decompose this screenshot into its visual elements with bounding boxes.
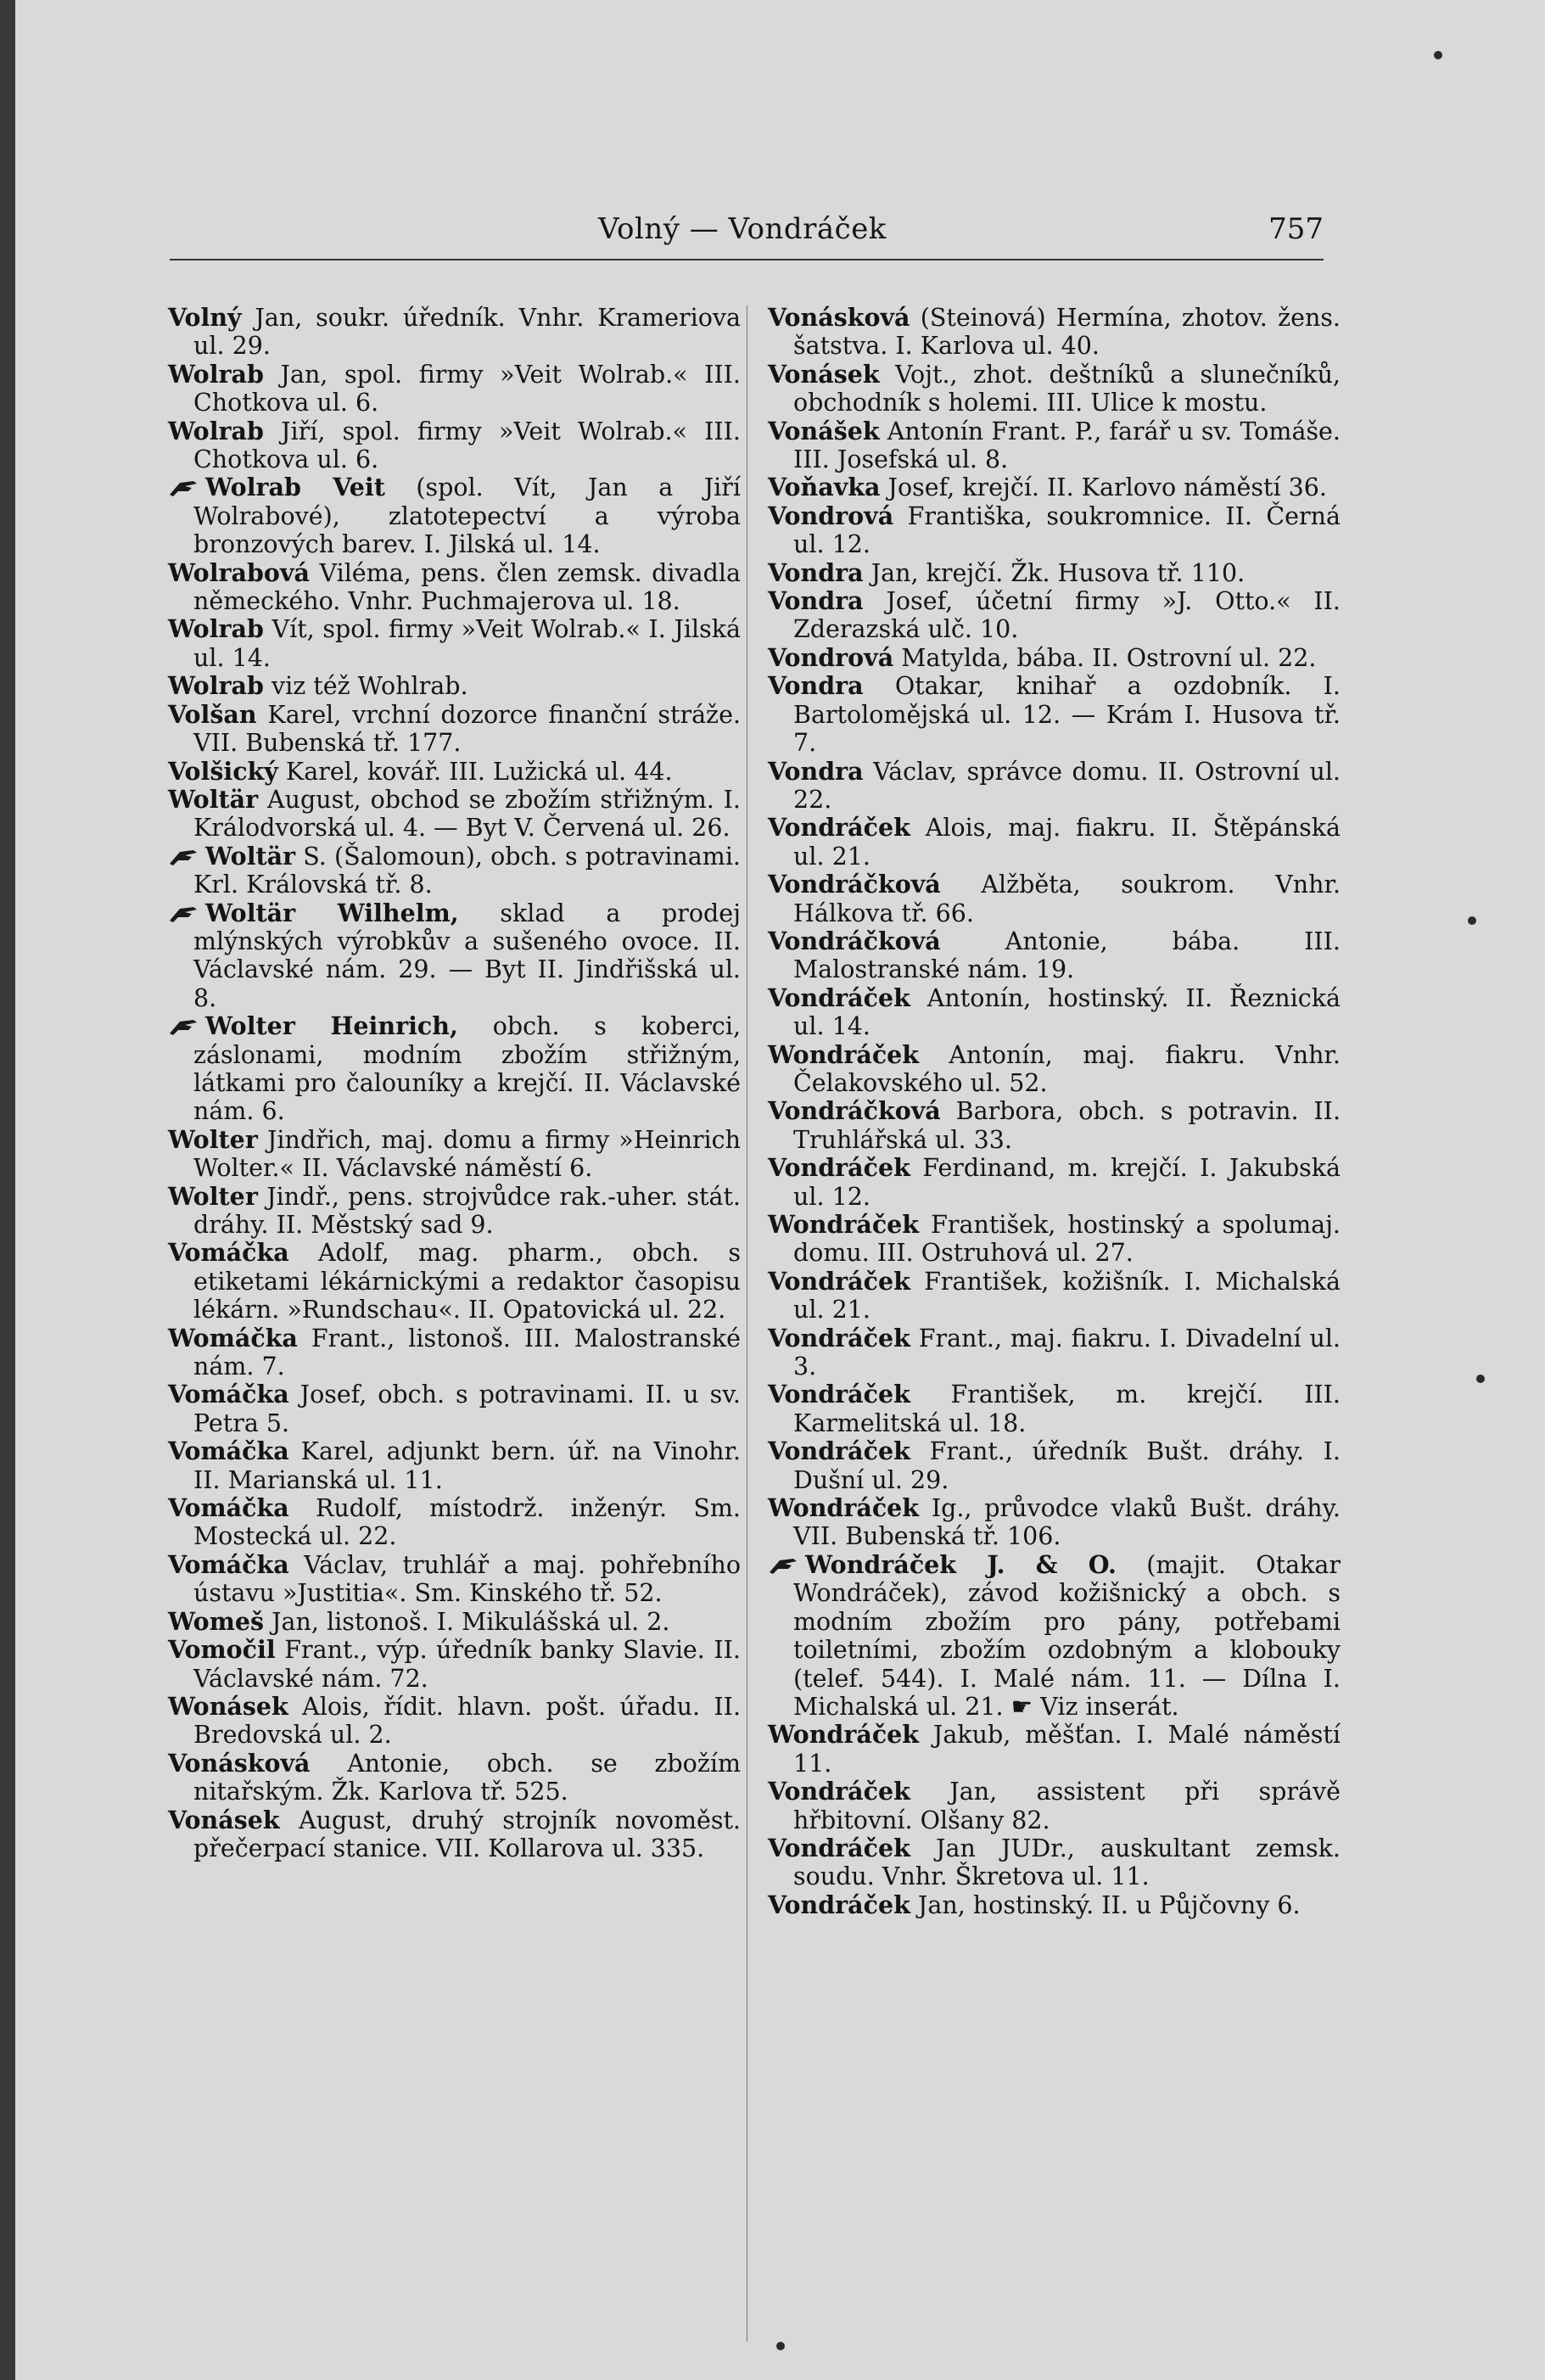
entry-surname: Vondra (768, 557, 864, 587)
pointing-hand-icon (168, 847, 200, 867)
entry-details: Karel, adjunkt bern. úř. na Vinohr. II. Marianská ul. 11. (193, 1437, 741, 1494)
entry-surname: Volný (168, 303, 242, 332)
print-speck (1468, 916, 1476, 925)
entry-details: Adolf, mag. pharm., obch. s etiketami lékárnickými a redaktor časopisu lékárn. »Rundschau«. II. Opatovická ul. 22. (193, 1239, 741, 1324)
entry-surname: Wolter Heinrich, (205, 1011, 458, 1041)
page-header (161, 212, 1324, 263)
directory-entry (768, 813, 1341, 871)
entry-surname: Vondra (768, 586, 864, 616)
directory-entry (168, 699, 741, 758)
entry-surname: Womáčka (168, 1323, 298, 1352)
directory-entry (768, 1890, 1341, 1919)
directory-entry (168, 1606, 741, 1636)
entry-details: Josef, krejčí. II. Karlovo náměstí 36. (880, 473, 1327, 502)
entry-surname: Wondráček (768, 1493, 920, 1523)
entry-details: Alois, maj. fiakru. II. Štěpánská ul. 21. (793, 814, 1341, 871)
entry-details: (majit. Otakar Wondráček), závod kožišnický a obch. s modním zbožím pro pány, potřebami toiletními, zbožím ozdobným a klobouky (telef. 544). I. Malé nám. 11. — Dílna I. Michalská ul. 21. ☛ Viz inserát. (793, 1550, 1341, 1721)
directory-entry (768, 586, 1341, 644)
entry-surname: Vondráček (768, 813, 910, 843)
entry-details: viz též Wohlrab. (263, 672, 468, 701)
entry-surname: Vondráček (768, 983, 910, 1012)
directory-entry (168, 1181, 741, 1240)
entry-details: Antonín, hostinský. II. Řeznická ul. 14. (793, 983, 1341, 1041)
entry-surname: Wonásek (168, 1691, 288, 1721)
entry-surname: Vondráček (768, 1153, 910, 1183)
entry-details: Jan JUDr., auskultant zemsk. soudu. Vnhr. Škretova ul. 11. (793, 1834, 1341, 1891)
pointing-hand-icon (168, 478, 200, 498)
entry-surname: Wolter (168, 1124, 258, 1154)
entry-surname: Volšan (168, 699, 257, 729)
directory-entry (768, 501, 1341, 559)
directory-entry (168, 1805, 741, 1863)
entry-details: Alois, řídit. hlavn. pošt. úřadu. II. Bredovská ul. 2. (193, 1692, 741, 1750)
entry-surname: Vomáčka (168, 1380, 289, 1409)
print-speck (1476, 1375, 1485, 1383)
entry-details: Jakub, měšťan. I. Malé náměstí 11. (793, 1721, 1341, 1778)
entry-details: obch. s koberci, záslonami, modním zbožím střižným, látkami pro čalouníky a krejčí. II. Václavské nám. 6. (193, 1012, 741, 1126)
entry-details: Karel, kovář. III. Lužická ul. 44. (277, 757, 673, 786)
directory-entry (168, 614, 741, 672)
entry-surname: Vondráček (768, 1380, 910, 1409)
entry-details: (spol. Vít, Jan a Jiří Wolrabové), zlatotepectví a výroba bronzových barev. I. Jilská ul. 14. (193, 473, 741, 559)
directory-entry (168, 756, 741, 786)
directory-entry (168, 1380, 741, 1437)
entry-details: Jan, krejčí. Žk. Husova tř. 110. (863, 558, 1246, 587)
entry-surname: Vondráček (768, 1266, 910, 1296)
directory-entry (768, 359, 1341, 417)
directory-entry (193, 473, 741, 558)
entry-surname: Vomočil (168, 1635, 276, 1665)
entry-details: Frant., listonoš. III. Malostranské nám. 7. (193, 1324, 741, 1381)
entry-details: August, druhý strojník novoměst. přečerpací stanice. VII. Kollarova ul. 335. (193, 1806, 741, 1862)
directory-entry (768, 671, 1341, 758)
entry-details: S. (Šalomoun), obch. s potravinami. Krl. Královská tř. 8. (193, 842, 741, 899)
entry-details: Otakar, knihař a ozdobník. I. Bartolomějská ul. 12. — Krám I. Husova tř. 7. (793, 672, 1341, 758)
entry-surname: Vomáčka (168, 1549, 289, 1579)
entry-surname: Wolter (168, 1181, 258, 1211)
entry-details: Frant., maj. fiakru. I. Divadelní ul. 3. (793, 1324, 1341, 1381)
entry-details: Rudolf, místodrž. inženýr. Sm. Mostecká ul. 22. (193, 1494, 741, 1551)
directory-entry (168, 1493, 741, 1551)
directory-entry (768, 1493, 1341, 1551)
entry-surname: Wolrab (168, 671, 264, 701)
directory-entry (168, 1124, 741, 1183)
entry-surname: Vondráčková (768, 1096, 941, 1126)
entry-details: Vojt., zhot. deštníků a slunečníků, obchodník s holemi. III. Ulice k mostu. (793, 360, 1341, 417)
entry-details: Jan, assistent při správě hřbitovní. Olšany 82. (793, 1778, 1341, 1834)
directory-entry (768, 1096, 1341, 1154)
entry-surname: Wolrab (168, 614, 264, 644)
directory-entry (768, 1833, 1341, 1891)
directory-entry (168, 1635, 741, 1693)
directory-entry (168, 359, 741, 417)
directory-entry (168, 1549, 741, 1608)
entry-details: Václav, truhlář a maj. pohřebního ústavu »Justitia«. Sm. Kinského tř. 52. (193, 1550, 741, 1608)
entry-details: Frant., výp. úředník banky Slavie. II. Václavské nám. 72. (193, 1636, 741, 1693)
entry-details: František, m. krejčí. III. Karmelitská ul. 18. (793, 1380, 1341, 1437)
directory-entry (193, 899, 741, 1013)
entry-surname: Woltär (168, 784, 259, 814)
entry-surname: Wolrab (168, 416, 264, 445)
entry-surname: Vonášek (768, 416, 880, 445)
entry-details: Antonie, bába. III. Malostranské nám. 19. (793, 927, 1341, 984)
directory-entry (168, 303, 741, 361)
entry-surname: Vondra (768, 671, 864, 701)
directory-entry (168, 557, 741, 616)
entry-details: Jan, spol. firmy »Veit Wolrab.« III. Chotkova ul. 6. (193, 360, 741, 417)
directory-entry (768, 303, 1341, 361)
directory-entry (193, 1012, 741, 1126)
directory-entry (768, 416, 1341, 474)
entry-details: Ferdinand, m. krejčí. I. Jakubská ul. 12. (793, 1154, 1341, 1211)
directory-entry (768, 983, 1341, 1041)
entry-details: Antonín Frant. P., farář u sv. Tomáše. III. Josefská ul. 8. (793, 417, 1341, 474)
entry-surname: Vomáčka (168, 1493, 289, 1523)
directory-entry (168, 1691, 741, 1750)
entry-details: Antonie, obch. se zbožím nitařským. Žk. Karlova tř. 525. (193, 1749, 741, 1806)
print-speck (1434, 51, 1442, 59)
entry-details: Viléma, pens. člen zemsk. divadla německého. Vnhr. Puchmajerova ul. 18. (193, 558, 741, 616)
entry-details: Jan, soukr. úředník. Vnhr. Krameriova ul. 29. (193, 304, 741, 361)
entry-surname: Vonásek (768, 359, 880, 389)
directory-entry (768, 1380, 1341, 1437)
directory-entry (768, 870, 1341, 927)
entry-details: (Steinová) Hermína, zhotov. žens. šatstva. I. Karlova ul. 40. (793, 304, 1341, 361)
entry-surname: Vonásková (768, 303, 910, 332)
directory-entry (168, 1323, 741, 1381)
directory-entry (768, 1323, 1341, 1381)
entry-details: Jiří, spol. firmy »Veit Wolrab.« III. Chotkova ul. 6. (193, 417, 741, 474)
entry-details: Václav, správce domu. II. Ostrovní ul. 22. (793, 757, 1341, 814)
directory-entry (168, 784, 741, 843)
entry-surname: Vondra (768, 756, 864, 786)
entry-details: Antonín, maj. fiakru. Vnhr. Čelakovského ul. 52. (793, 1040, 1341, 1097)
entry-details: Jan, listonoš. I. Mikulášská ul. 2. (264, 1607, 670, 1636)
print-speck (776, 2342, 785, 2350)
entry-surname: Wolrab (168, 359, 264, 389)
entry-surname: Vondráčková (768, 870, 941, 899)
entry-surname: Wondráček (768, 1720, 920, 1750)
entry-surname: Volšický (168, 756, 278, 786)
directory-entry (168, 1238, 741, 1324)
entry-surname: Woltär Wilhelm, (205, 898, 459, 927)
entry-details: Ig., průvodce vlaků Bušt. dráhy. VII. Bubenská tř. 106. (793, 1494, 1341, 1551)
entry-surname: Vondrová (768, 642, 894, 672)
entry-surname: Vondráčková (768, 926, 941, 955)
pointing-hand-icon (168, 904, 200, 924)
directory-entry (768, 1777, 1341, 1834)
pointing-hand-icon (768, 1555, 800, 1576)
entry-details: Jindřich, maj. domu a firmy »Heinrich Wolter.« II. Václavské náměstí 6. (193, 1125, 741, 1183)
entry-surname: Vomáčka (168, 1436, 289, 1466)
entry-surname: Vondráček (768, 1833, 910, 1862)
directory-entry (193, 843, 741, 899)
directory-entry (768, 473, 1341, 502)
left-column (168, 304, 741, 1862)
entry-surname: Wondráček (768, 1210, 920, 1239)
directory-entry (768, 1720, 1341, 1778)
directory-entry (768, 1153, 1341, 1211)
entry-surname: Voňavka (768, 473, 881, 502)
entry-surname: Vondráček (768, 1323, 910, 1352)
entry-details: Barbora, obch. s potravin. II. Truhlářská ul. 33. (793, 1097, 1341, 1154)
entry-surname: Vondráček (768, 1436, 910, 1466)
entry-details: August, obchod se zbožím střižným. I. Králodvorská ul. 4. — Byt V. Červená ul. 26. (193, 785, 741, 843)
entry-surname: Vonásková (168, 1748, 311, 1778)
entry-details: Vít, spol. firmy »Veit Wolrab.« I. Jilská ul. 14. (193, 615, 741, 672)
directory-entry (768, 1039, 1341, 1098)
entry-surname: Vonásek (168, 1805, 280, 1834)
directory-entry (168, 416, 741, 474)
directory-entry (768, 557, 1341, 587)
directory-entry (768, 756, 1341, 815)
entry-surname: Woltär (205, 841, 296, 871)
entry-surname: Wolrab Veit (205, 473, 385, 502)
directory-entry (793, 1551, 1341, 1721)
entry-surname: Vondrová (768, 501, 894, 530)
entry-details: sklad a prodej mlýnských výrobkův a sušeného ovoce. II. Václavské nám. 29. — Byt II. Jindřišská ul. 8. (193, 899, 741, 1012)
entry-details: Jindř., pens. strojvůdce rak.-uher. stát. dráhy. II. Městský sad 9. (193, 1182, 741, 1239)
directory-entry (168, 1436, 741, 1494)
header-rule (170, 259, 1324, 260)
entry-details: František, kožišník. I. Michalská ul. 21. (793, 1267, 1341, 1324)
directory-entry (768, 1266, 1341, 1324)
entry-details: Karel, vrchní dozorce finanční stráže. VII. Bubenská tř. 177. (193, 700, 741, 758)
entry-details: František, hostinský a spolumaj. domu. III. Ostruhová ul. 27. (793, 1211, 1341, 1268)
directory-entry (768, 926, 1341, 984)
page-number: 757 (1268, 212, 1324, 246)
entry-surname: Vondráček (768, 1777, 910, 1806)
pointing-hand-icon (168, 1016, 200, 1037)
directory-entry (768, 1210, 1341, 1268)
scan-edge (0, 0, 15, 2380)
directory-entry (768, 1436, 1341, 1494)
entry-details: Alžběta, soukrom. Vnhr. Hálkova tř. 66. (793, 871, 1341, 927)
entry-surname: Wondráček J. & O. (805, 1549, 1117, 1579)
entry-details: Josef, obch. s potravinami. II. u sv. Petra 5. (193, 1380, 741, 1437)
entry-details: Josef, účetní firmy »J. Otto.« II. Zderazská ulč. 10. (793, 587, 1341, 644)
entry-surname: Womeš (168, 1606, 265, 1636)
right-column (768, 304, 1341, 1919)
running-head: Volný — Vondráček (598, 212, 887, 246)
entry-surname: Vomáčka (168, 1238, 289, 1268)
entry-details: Matylda, bába. II. Ostrovní ul. 22. (893, 643, 1317, 672)
entry-surname: Wondráček (768, 1039, 920, 1069)
entry-details: Frant., úředník Bušt. dráhy. I. Dušní ul. 29. (793, 1437, 1341, 1494)
directory-entry (168, 1748, 741, 1806)
entry-surname: Vondráček (768, 1890, 910, 1919)
entry-surname: Wolrabová (168, 557, 310, 587)
entry-details: Františka, soukromnice. II. Černá ul. 12. (793, 501, 1341, 559)
entry-details: Jan, hostinský. II. u Půjčovny 6. (910, 1890, 1301, 1919)
directory-entry (168, 671, 741, 701)
directory-entry (768, 642, 1341, 672)
